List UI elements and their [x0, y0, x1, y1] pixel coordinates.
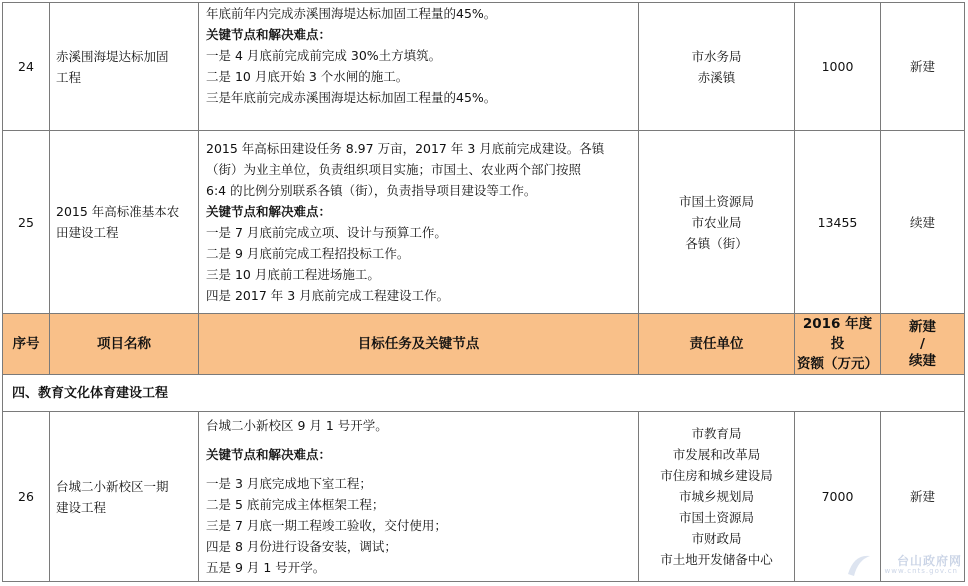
task-cell	[199, 412, 639, 582]
project-name-line: 2015 年高标准基本农	[56, 204, 180, 219]
task-line: 二是 9 月底前完成工程招投标工作。	[206, 246, 410, 261]
responsible-unit	[639, 131, 795, 314]
investment-amount: 7000	[795, 412, 881, 582]
task-line: 五是 9 月 1 号开学。	[206, 560, 326, 575]
section-title: 四、教育文化体育建设工程	[3, 375, 965, 412]
task-line: 二是 5 底前完成主体框架工程；	[206, 497, 385, 512]
dept-line: 市农业局	[691, 214, 742, 230]
dept-line: 市水务局	[691, 48, 742, 64]
task-line: 6:4 的比例分别联系各镇（街），负责指导项目建设等工作。	[206, 183, 537, 198]
dept-line: 市国土资源局	[678, 510, 754, 525]
dept-line: 各镇（街）	[685, 235, 748, 251]
task-line: 四是 8 月份进行设备安装，调试；	[206, 539, 397, 554]
project-name-line: 工程	[56, 69, 82, 85]
header-status	[881, 314, 965, 375]
header-status-line: 续建	[909, 352, 936, 369]
table-row	[3, 3, 965, 131]
investment-amount: 1000	[795, 3, 881, 131]
responsible-unit	[639, 3, 795, 131]
table-header-row	[3, 314, 965, 375]
project-name	[50, 131, 199, 314]
header-dept: 责任单位	[639, 314, 795, 375]
task-line: 一是 3 月底完成地下室工程；	[206, 476, 372, 491]
task-line: 年底前年内完成赤溪围海堤达标加固工程量的45%。	[206, 6, 497, 21]
dept-line: 市城乡规划局	[678, 489, 754, 504]
dept-line: 赤溪镇	[697, 69, 736, 85]
header-no: 序号	[3, 314, 50, 375]
dept-line: 市土地开发储备中心	[660, 552, 773, 567]
project-name	[50, 412, 199, 582]
watermark-logo-icon	[844, 550, 874, 580]
project-name	[50, 3, 199, 131]
header-status-line: 新建	[909, 318, 936, 335]
task-line: （街）为业主单位，负责组织项目实施；市国土、农业两个部门按照	[206, 162, 582, 177]
section-row	[3, 375, 965, 412]
task-line: 二是 10 月底开始 3 个水闸的施工。	[206, 69, 409, 84]
project-name-line: 台城二小新校区一期	[56, 478, 169, 494]
task-line: 三是 10 月底前工程进场施工。	[206, 267, 380, 282]
dept-line: 市教育局	[691, 426, 742, 441]
project-table	[2, 2, 965, 582]
row-number: 26	[3, 412, 50, 582]
header-name: 项目名称	[50, 314, 199, 375]
row-number: 24	[3, 3, 50, 131]
build-status: 新建	[881, 3, 965, 131]
build-status: 新建	[881, 412, 965, 582]
key-node-heading: 关键节点和解决难点：	[206, 447, 332, 462]
table-row	[3, 412, 965, 582]
task-line: 一是 4 月底前完成前完成 30%土方填筑。	[206, 48, 442, 63]
header-investment	[795, 314, 881, 375]
watermark-url: www.cnts.gov.cn	[884, 567, 958, 575]
watermark-text: 台山政府网	[896, 554, 962, 568]
task-line: 一是 7 月底前完成立项、设计与预算工作。	[206, 225, 447, 240]
task-line: 四是 2017 年 3 月底前完成工程建设工作。	[206, 288, 450, 303]
project-name-line: 建设工程	[56, 499, 107, 515]
project-name-line: 田建设工程	[56, 225, 119, 240]
key-node-heading: 关键节点和解决难点：	[206, 27, 332, 42]
task-cell	[199, 131, 639, 314]
table-row	[3, 131, 965, 314]
task-line: 三是年底前完成赤溪围海堤达标加固工程量的45%。	[206, 90, 497, 105]
site-watermark	[842, 550, 962, 580]
investment-amount: 13455	[795, 131, 881, 314]
responsible-unit	[639, 412, 795, 582]
task-line: 三是 7 月底一期工程竣工验收，交付使用；	[206, 518, 447, 533]
header-investment-line: 资额（万元）	[797, 356, 878, 372]
task-cell	[199, 3, 639, 131]
dept-line: 市住房和城乡建设局	[660, 468, 773, 483]
task-line: 台城二小新校区 9 月 1 号开学。	[206, 418, 388, 433]
header-task: 目标任务及关键节点	[199, 314, 639, 375]
project-name-line: 赤溪围海堤达标加固	[56, 48, 169, 64]
dept-line: 市国土资源局	[678, 193, 754, 209]
task-line: 2015 年高标田建设任务 8.97 万亩，2017 年 3 月底前完成建设。各镇	[206, 141, 605, 156]
key-node-heading: 关键节点和解决难点：	[206, 204, 332, 219]
header-investment-line: 2016 年度投	[802, 316, 873, 352]
row-number: 25	[3, 131, 50, 314]
header-status-line: /	[920, 335, 925, 352]
dept-line: 市发展和改革局	[672, 447, 761, 462]
build-status: 续建	[881, 131, 965, 314]
dept-line: 市财政局	[691, 531, 742, 546]
